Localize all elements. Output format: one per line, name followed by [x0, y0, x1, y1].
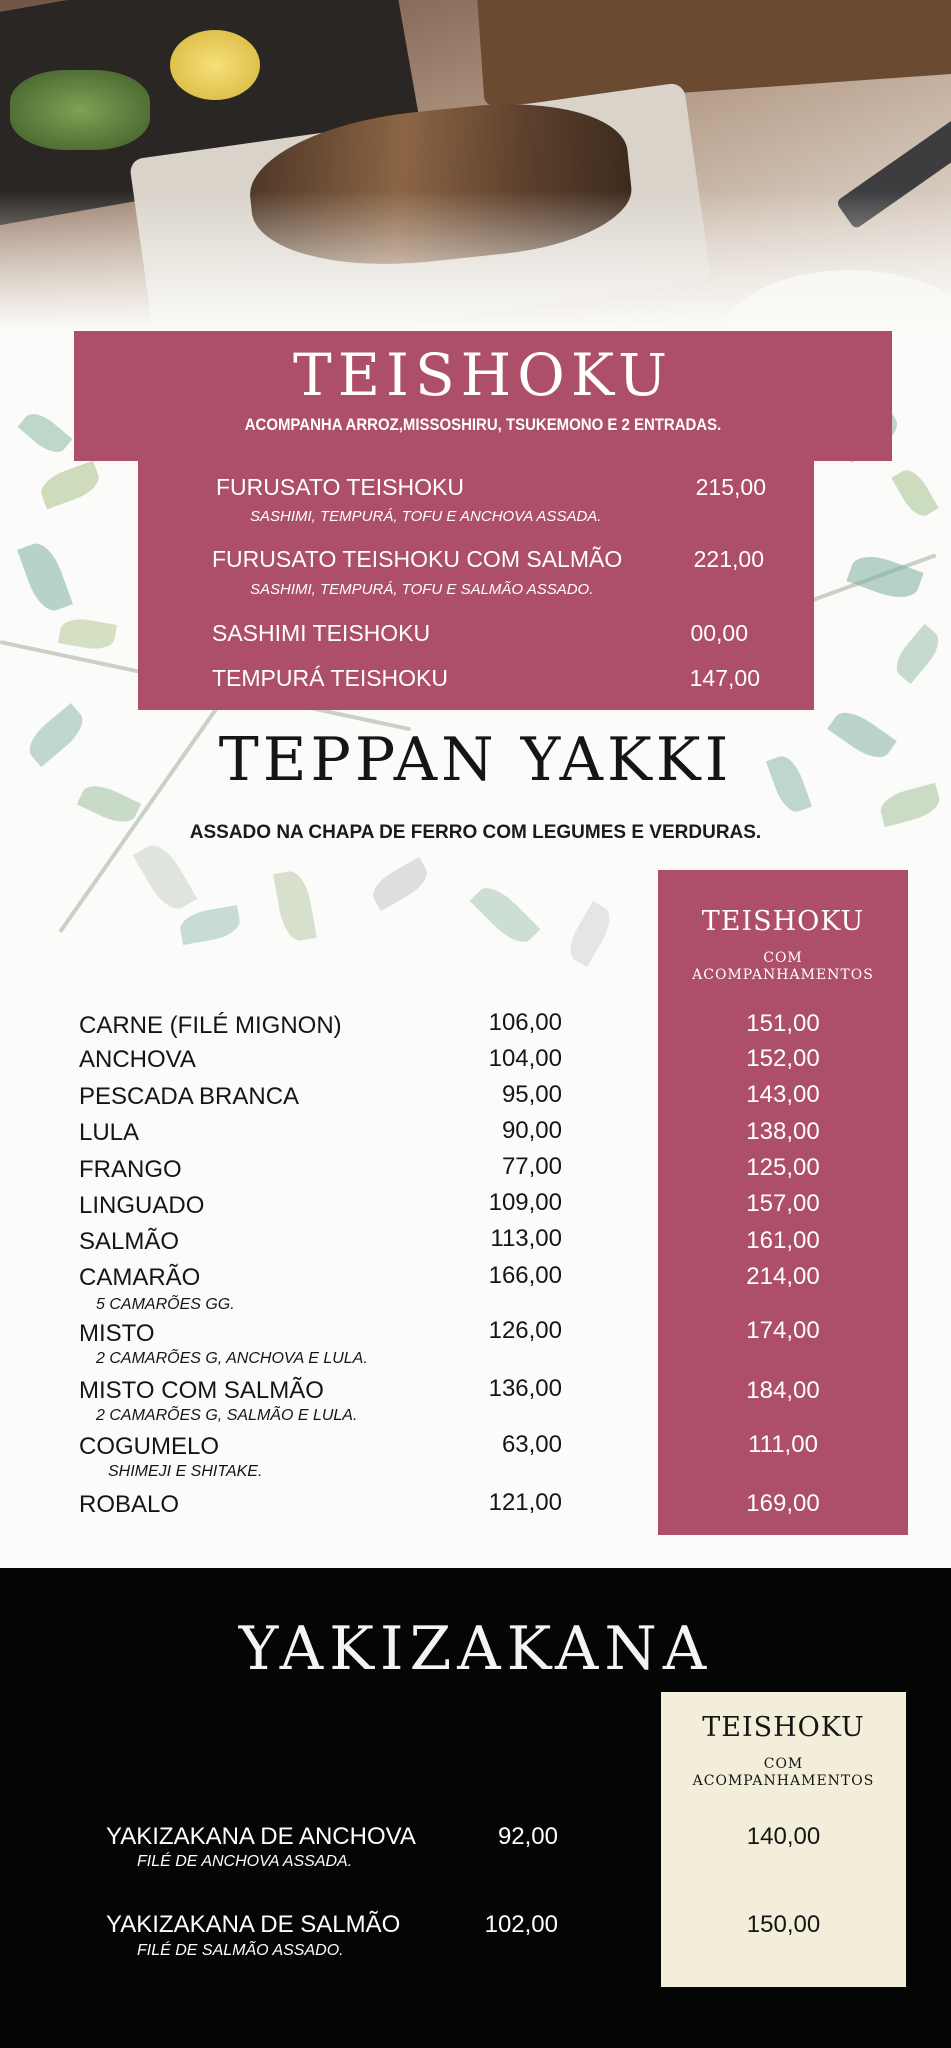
- item-note: 5 CAMARÕES GG.: [96, 1296, 235, 1313]
- item-price: 136,00: [488, 1375, 562, 1402]
- item-teishoku-price: 151,00: [746, 1010, 820, 1037]
- item-name: SASHIMI TEISHOKU: [212, 620, 431, 646]
- item-name: YAKIZAKANA DE SALMÃO: [106, 1911, 401, 1938]
- item-price: 121,00: [488, 1489, 562, 1516]
- yakizakana-section: [0, 1568, 951, 2048]
- item-teishoku-price: 152,00: [746, 1045, 820, 1072]
- item-name: CARNE (FILÉ MIGNON): [79, 1012, 342, 1039]
- item-price: 221,00: [693, 546, 764, 572]
- column-subtitle: [661, 1756, 906, 1790]
- item-note: 2 CAMARÕES G, SALMÃO E LULA.: [96, 1407, 358, 1424]
- item-price: 102,00: [484, 1911, 558, 1938]
- item-name: YAKIZAKANA DE ANCHOVA: [106, 1823, 416, 1850]
- item-teishoku-price: 214,00: [746, 1263, 820, 1290]
- item-price: 126,00: [488, 1317, 562, 1344]
- item-price: 00,00: [690, 620, 748, 646]
- item-price: 109,00: [488, 1189, 562, 1216]
- yakizakana-title: YAKIZAKANA: [238, 1614, 713, 1684]
- column-subtitle-line2: ACOMPANHAMENTOS: [692, 1773, 875, 1789]
- item-teishoku-price: 143,00: [746, 1081, 820, 1108]
- item-price: 92,00: [497, 1823, 558, 1850]
- column-title: TEISHOKU: [701, 906, 865, 937]
- teishoku-title: TEISHOKU: [293, 341, 673, 409]
- item-note: 2 CAMARÕES G, ANCHOVA E LULA.: [96, 1350, 368, 1367]
- item-description: FILÉ DE ANCHOVA ASSADA.: [137, 1853, 353, 1870]
- item-price: 166,00: [488, 1262, 562, 1289]
- food-photo: [0, 0, 951, 330]
- item-price: 95,00: [501, 1081, 562, 1108]
- item-teishoku-price: 161,00: [746, 1227, 820, 1254]
- column-subtitle-line1: COM: [763, 1756, 804, 1772]
- item-price: 215,00: [695, 474, 766, 500]
- item-name: LULA: [79, 1119, 140, 1146]
- item-price: 104,00: [488, 1045, 562, 1072]
- item-name: MISTO: [79, 1320, 155, 1347]
- item-price: 106,00: [488, 1009, 562, 1036]
- item-teishoku-price: 174,00: [746, 1317, 820, 1344]
- item-teishoku-price: 184,00: [746, 1377, 820, 1404]
- item-teishoku-price: 140,00: [746, 1823, 821, 1850]
- item-name: LINGUADO: [79, 1192, 205, 1219]
- item-name: ROBALO: [79, 1491, 180, 1518]
- item-name: MISTO COM SALMÃO: [79, 1377, 324, 1404]
- item-name: FRANGO: [79, 1156, 182, 1183]
- teppan-title: TEPPAN YAKKI: [218, 725, 733, 795]
- column-subtitle-line2: ACOMPANHAMENTOS: [692, 967, 874, 983]
- item-description: FILÉ DE SALMÃO ASSADO.: [137, 1942, 344, 1959]
- item-name: SALMÃO: [79, 1228, 180, 1255]
- item-teishoku-price: 138,00: [746, 1118, 820, 1145]
- item-teishoku-price: 111,00: [748, 1431, 818, 1458]
- item-name: ANCHOVA: [79, 1046, 196, 1073]
- item-price: 63,00: [501, 1431, 562, 1458]
- item-price: 113,00: [490, 1225, 562, 1252]
- item-name: TEMPURÁ TEISHOKU: [212, 665, 448, 691]
- item-price: 147,00: [689, 665, 760, 691]
- item-name: PESCADA BRANCA: [79, 1083, 300, 1110]
- item-name: FURUSATO TEISHOKU: [216, 474, 464, 500]
- column-subtitle-line1: COM: [763, 950, 803, 966]
- item-teishoku-price: 125,00: [746, 1154, 820, 1181]
- item-price: 77,00: [501, 1153, 562, 1180]
- teppan-subtitle: ASSADO NA CHAPA DE FERRO COM LEGUMES E VERDURAS.: [189, 822, 762, 843]
- item-teishoku-price: 169,00: [746, 1490, 820, 1517]
- item-name: CAMARÃO: [79, 1264, 201, 1291]
- teishoku-subtitle: ACOMPANHA ARROZ,MISSOSHIRU, TSUKEMONO E 2 ENTRADAS.: [244, 415, 722, 434]
- item-teishoku-price: 150,00: [746, 1911, 821, 1938]
- item-description: SASHIMI, TEMPURÁ, TOFU E ANCHOVA ASSADA.: [250, 508, 602, 525]
- item-name: FURUSATO TEISHOKU COM SALMÃO: [212, 546, 623, 572]
- item-note: SHIMEJI E SHITAKE.: [108, 1463, 263, 1480]
- teishoku-header: [74, 331, 892, 461]
- item-name: COGUMELO: [79, 1433, 220, 1460]
- column-title: TEISHOKU: [702, 1712, 865, 1743]
- column-subtitle: [658, 950, 908, 984]
- item-teishoku-price: 157,00: [746, 1190, 820, 1217]
- item-price: 90,00: [501, 1117, 562, 1144]
- item-description: SASHIMI, TEMPURÁ, TOFU E SALMÃO ASSADO.: [250, 581, 594, 598]
